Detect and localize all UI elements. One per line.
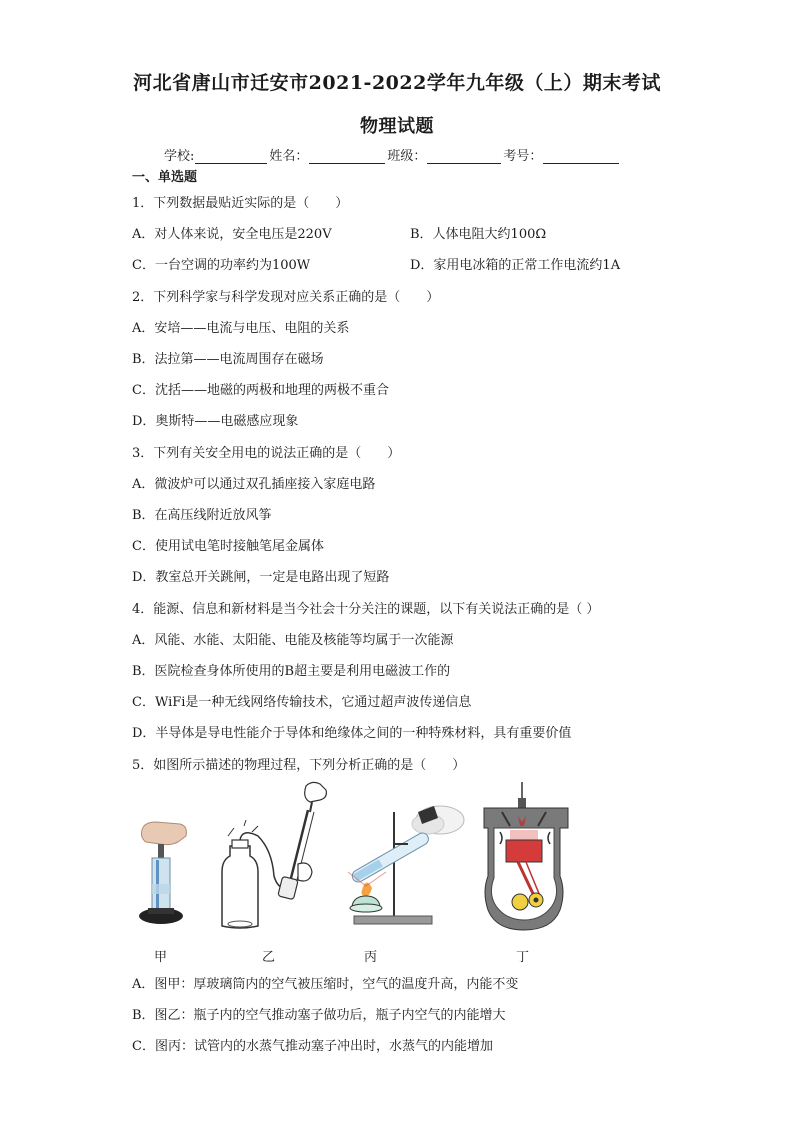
- student-info-row: [164, 145, 621, 164]
- question-option: D．半导体是导电性能介于导体和绝缘体之间的一种特殊材料，具有重要价值: [132, 726, 572, 741]
- question-stem: 1．下列数据最贴近实际的是（ ）: [132, 196, 349, 211]
- engine-cylinder-figure: [480, 782, 576, 932]
- figure-label-jia: 甲: [154, 950, 168, 965]
- school-label: 学校:: [164, 149, 195, 164]
- question-option: A．微波炉可以通过双孔插座接入家庭电路: [132, 477, 376, 492]
- question-option: D．家用电冰箱的正常工作电流约1A: [410, 258, 621, 273]
- question-option: D．教室总开关跳闸，一定是电路出现了短路: [132, 570, 390, 585]
- question-option: C．一台空调的功率约为100W: [132, 258, 311, 273]
- class-blank: [427, 149, 501, 164]
- question-option: C．图丙：试管内的水蒸气推动塞子冲出时，水蒸气的内能增加: [132, 1039, 493, 1054]
- question-option: C．WiFi是一种无线网络传输技术，它通过超声波传递信息: [132, 695, 472, 710]
- figure-label-ding: 丁: [516, 950, 530, 965]
- question-stem: 4．能源、信息和新材料是当今社会十分关注的课题，以下有关说法正确的是（ ）: [132, 602, 600, 617]
- question-option: A．图甲：厚玻璃筒内的空气被压缩时，空气的温度升高，内能不变: [132, 977, 519, 992]
- question-stem: 5．如图所示描述的物理过程，下列分析正确的是（ ）: [132, 758, 466, 773]
- school-blank: [195, 149, 267, 164]
- question-option: B．医院检查身体所使用的B超主要是利用电磁波工作的: [132, 664, 451, 679]
- question-option: B．在高压线附近放风筝: [132, 508, 272, 523]
- question-option: C．沈括——地磁的两极和地理的两极不重合: [132, 383, 389, 398]
- question-option: A．对人体来说，安全电压是220V: [132, 227, 332, 242]
- question-option: B．人体电阻大约100Ω: [410, 227, 547, 242]
- question-option: D．奥斯特——电磁感应现象: [132, 414, 299, 429]
- number-blank: [543, 149, 619, 164]
- section-heading: 一、单选题: [132, 170, 198, 185]
- question-option: A．风能、水能、太阳能、电能及核能等均属于一次能源: [132, 633, 454, 648]
- class-label: 班级：: [387, 149, 427, 164]
- figure-label-bing: 丙: [364, 950, 378, 965]
- figure-row: [132, 780, 672, 970]
- bottle-pump-figure: [214, 780, 334, 932]
- question-option: B．图乙：瓶子内的空气推动塞子做功后，瓶子内空气的内能增大: [132, 1008, 506, 1023]
- name-label: 姓名：: [269, 149, 309, 164]
- figure-label-yi: 乙: [262, 950, 276, 965]
- question-option: C．使用试电笔时接触笔尾金属体: [132, 539, 324, 554]
- question-stem: 3．下列有关安全用电的说法正确的是（ ）: [132, 446, 401, 461]
- question-option: A．安培——电流与电压、电阻的关系: [132, 321, 350, 336]
- exam-title: 河北省唐山市迁安市2021-2022学年九年级（上）期末考试: [133, 72, 661, 94]
- compression-cylinder-figure: [134, 820, 190, 932]
- question-stem: 2．下列科学家与科学发现对应关系正确的是（ ）: [132, 290, 440, 305]
- question-option: B．法拉第——电流周围存在磁场: [132, 352, 324, 367]
- test-tube-heating-figure: [332, 802, 472, 932]
- name-blank: [309, 149, 385, 164]
- number-label: 考号：: [503, 149, 543, 164]
- exam-subtitle: 物理试题: [360, 116, 434, 137]
